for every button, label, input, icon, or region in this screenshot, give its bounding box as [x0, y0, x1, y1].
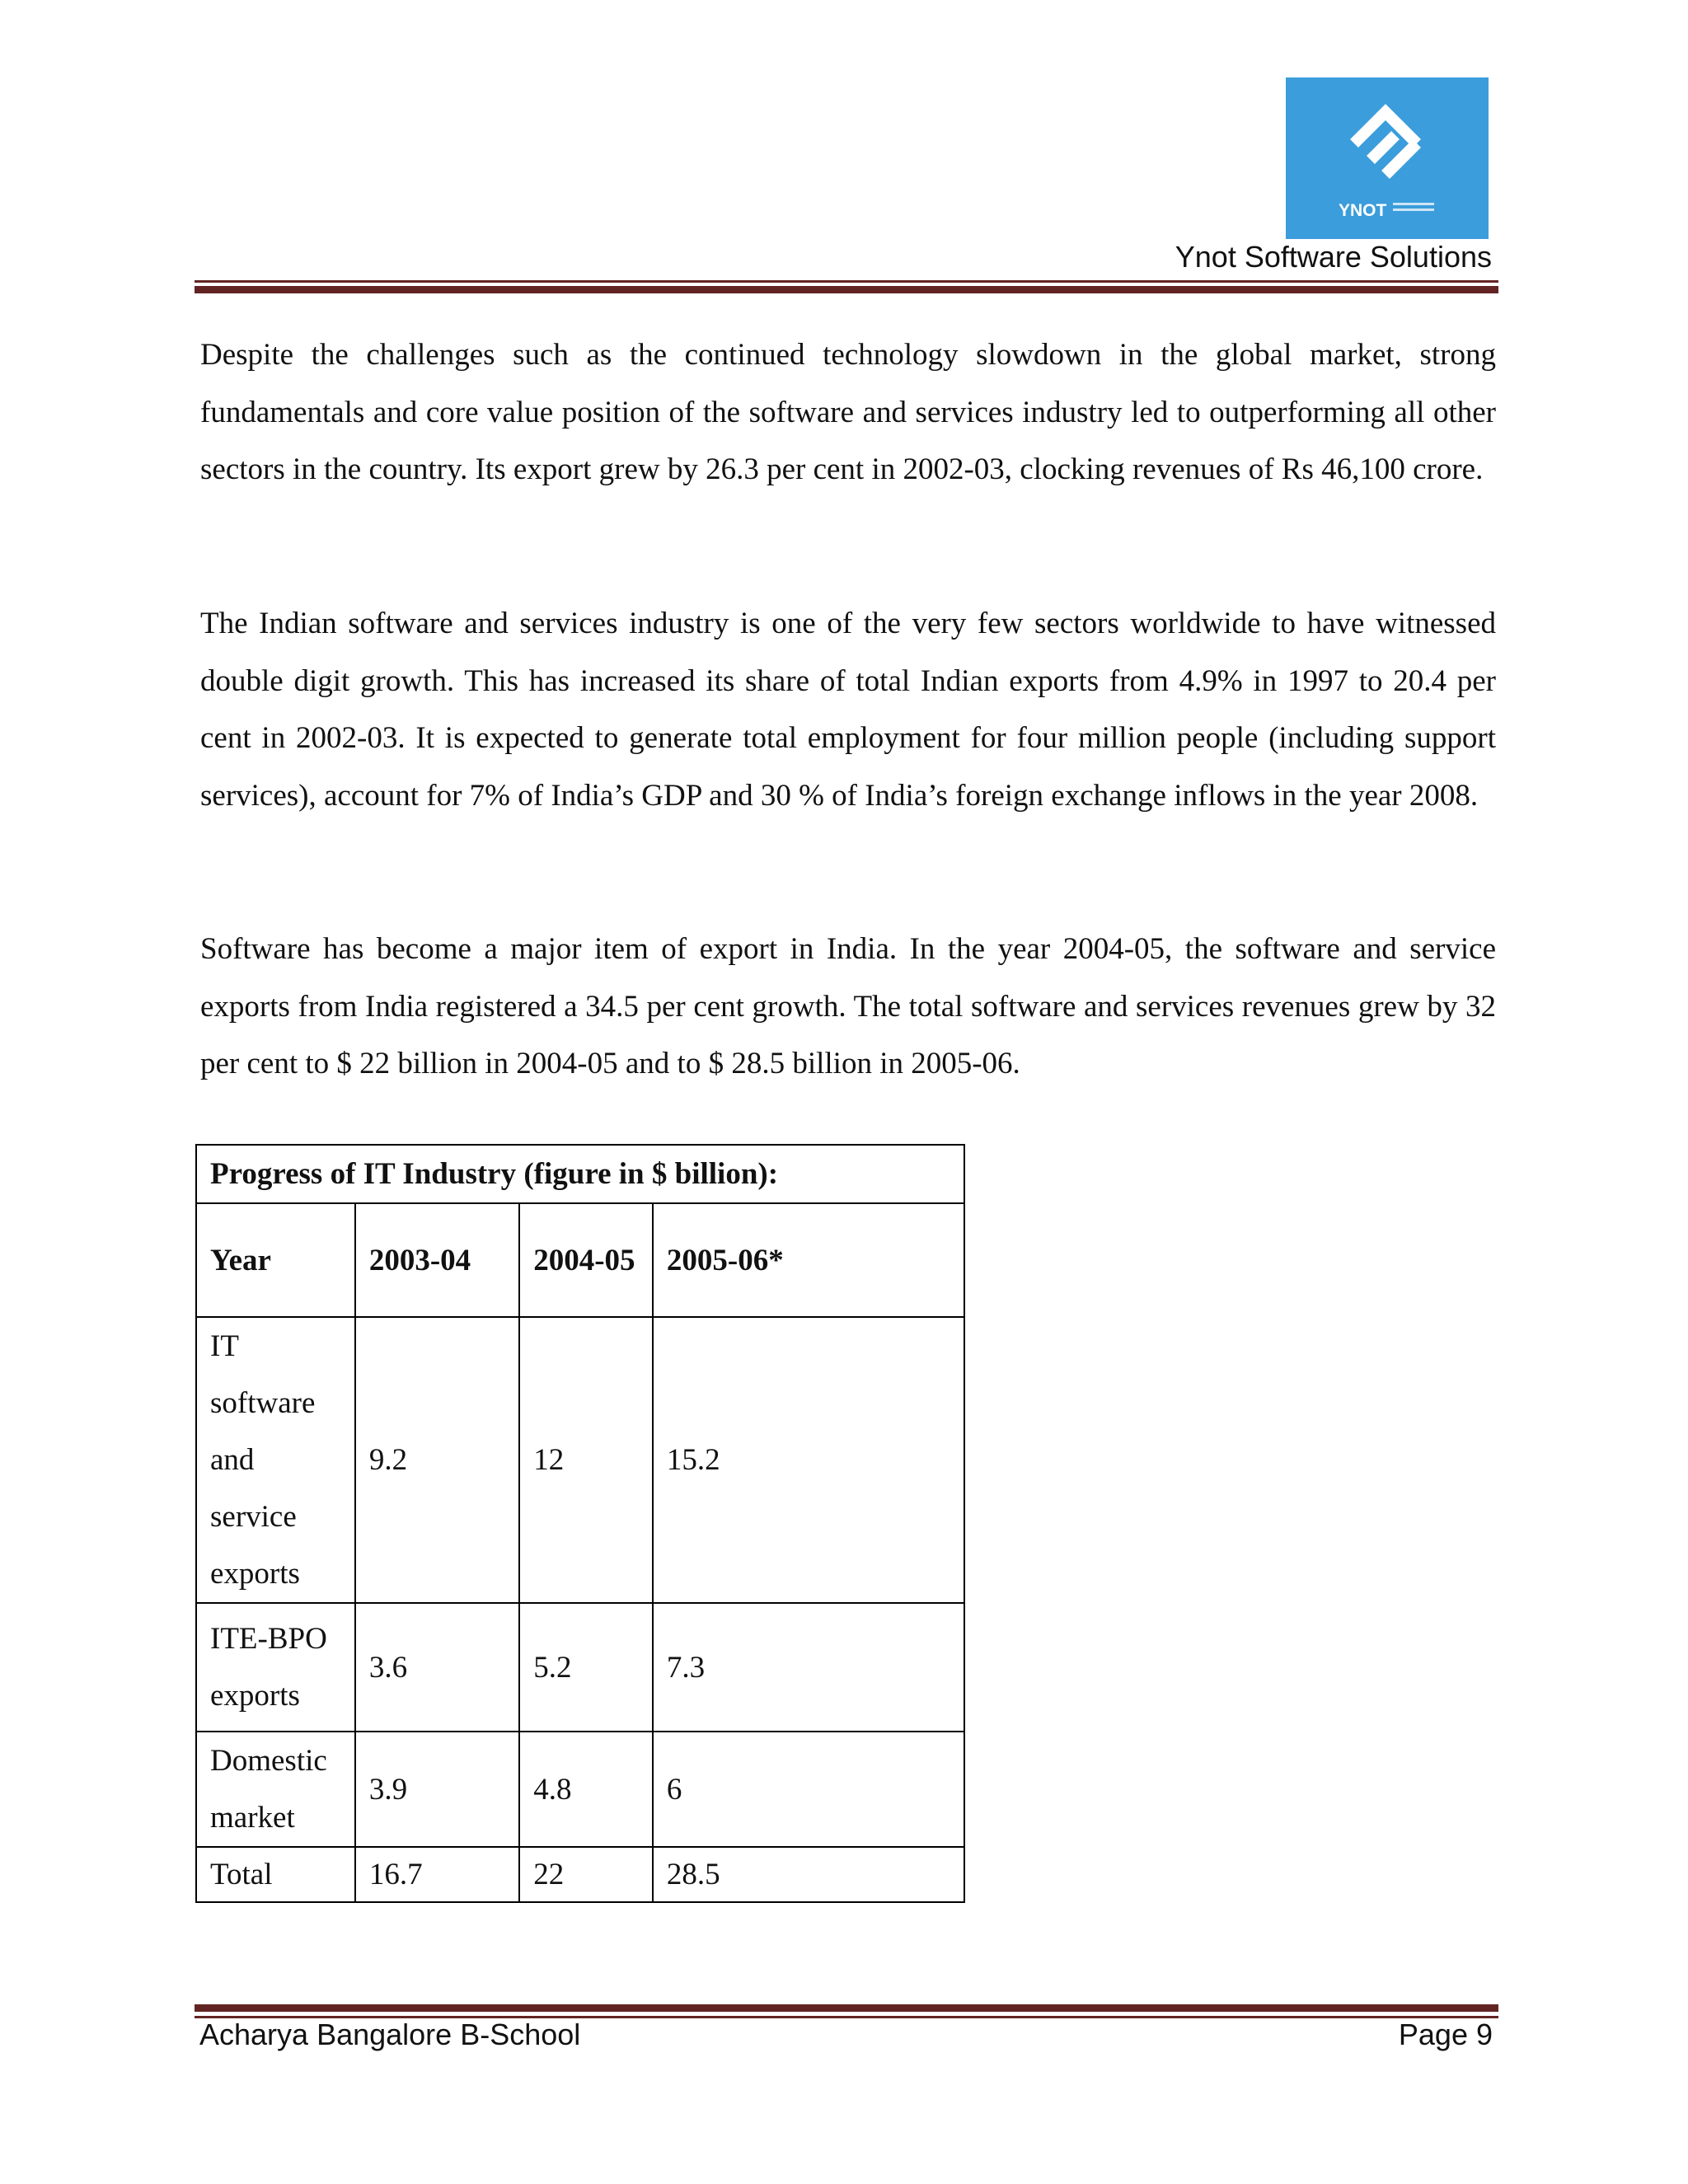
table-cell: 9.2 — [355, 1317, 519, 1603]
footer-school-name: Acharya Bangalore B-School — [199, 2018, 581, 2051]
table-cell: 7.3 — [653, 1603, 964, 1732]
header-company-name: Ynot Software Solutions — [1175, 240, 1492, 274]
company-logo — [1286, 77, 1489, 239]
table-row-label: ITE-BPO exports — [196, 1603, 355, 1732]
table-row — [196, 1732, 964, 1847]
table-header-cell: 2004-05 — [519, 1203, 653, 1317]
paragraph-3: Software has become a major item of export in India. In the year 2004-05, the software and service exports from India registered a 34.5 per cent growth. The total software and services revenues grew by 32 per cent to $ 22 billion in 2004-05 and to $ 28.5 billion in 2005-06. — [200, 932, 1496, 1080]
table-header-cell: Year — [196, 1203, 355, 1317]
table-header-cell: 2005-06* — [653, 1203, 964, 1317]
table-cell: 22 — [519, 1847, 653, 1902]
table-cell: 28.5 — [653, 1847, 964, 1902]
it-industry-table — [195, 1144, 965, 1903]
table-cell: 12 — [519, 1317, 653, 1603]
footer-rule-thick — [195, 2004, 1498, 2012]
table-cell: 6 — [653, 1732, 964, 1847]
ynot-logo-icon — [1338, 96, 1437, 194]
paragraph-1: Despite the challenges such as the continued technology slowdown in the global market, strong fundamentals and core value position of the software and services industry led to outperforming all other sectors in the country. Its export grew by 26.3 per cent in 2002-03, clocking revenues of Rs 46,100 crore. — [200, 338, 1496, 486]
logo-text: YNOT — [1339, 201, 1387, 220]
table-cell: 15.2 — [653, 1317, 964, 1603]
table-cell: 4.8 — [519, 1732, 653, 1847]
header-rule — [195, 280, 1498, 283]
paragraph-2: The Indian software and services industry is one of the very few sectors worldwide to have witnessed double digit growth. This has increased its share of total Indian exports from 4.9% in 1997 to 20.4 per cent in 2002-03. It is expected to generate total employment for four million people (including support services), account for 7% of India’s GDP and 30 % of India’s foreign exchange inflows in the year 2008. — [200, 607, 1496, 813]
logo-tagline — [1393, 199, 1434, 221]
header-rule-thick — [195, 286, 1498, 293]
table-header-cell: 2003-04 — [355, 1203, 519, 1317]
page-number: Page 9 — [1398, 2018, 1493, 2051]
table-cell: 3.9 — [355, 1732, 519, 1847]
table-cell: 16.7 — [355, 1847, 519, 1902]
table-cell: 3.6 — [355, 1603, 519, 1732]
table-cell: 5.2 — [519, 1603, 653, 1732]
table-row-label: IT software and service exports — [196, 1317, 355, 1603]
table-row — [196, 1603, 964, 1732]
table-row-label: Total — [196, 1847, 355, 1902]
table-caption-row — [196, 1145, 964, 1203]
table-row — [196, 1317, 964, 1603]
table-row-label: Domestic market — [196, 1732, 355, 1847]
table-row-total — [196, 1847, 964, 1902]
table-caption: Progress of IT Industry (figure in $ billion): — [196, 1145, 964, 1203]
table-header-row — [196, 1203, 964, 1317]
